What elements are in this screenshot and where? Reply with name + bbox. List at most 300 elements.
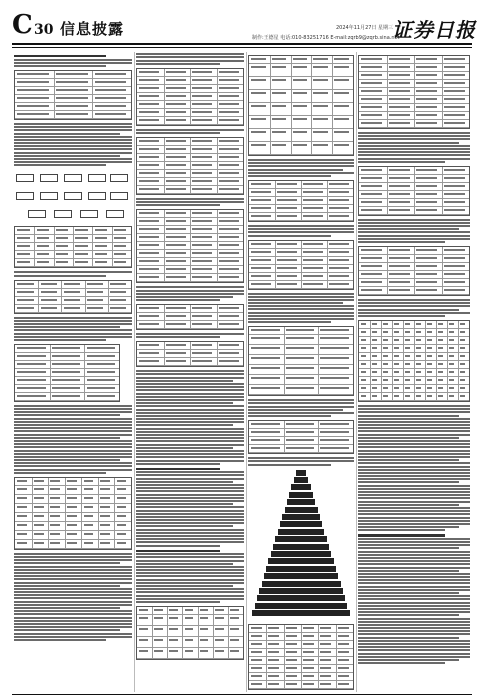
- table-cell: [405, 371, 409, 373]
- flow-diagram: [14, 170, 132, 222]
- table-cell: [192, 71, 212, 73]
- table-cell: [303, 191, 323, 193]
- table-cell: [338, 651, 349, 653]
- table-cell: [192, 307, 212, 309]
- text-line: [14, 62, 132, 64]
- table-cell: [416, 363, 420, 365]
- text-line: [358, 595, 470, 597]
- text-line: [14, 639, 106, 641]
- table-row: [249, 429, 353, 437]
- table-cell: [329, 191, 349, 193]
- table-cell: [17, 506, 27, 508]
- table-cell: [166, 344, 186, 346]
- section-number: 30: [34, 22, 54, 38]
- table-cell: [251, 58, 266, 60]
- text-line: [14, 411, 132, 413]
- text-line: [14, 597, 132, 599]
- text-line: [248, 169, 343, 171]
- table-cell: [17, 97, 49, 99]
- text-line: [136, 595, 244, 597]
- text-line: [136, 132, 220, 134]
- table-cell: [277, 251, 297, 253]
- text-line: [358, 408, 470, 410]
- table-cell: [50, 515, 60, 517]
- table-cell: [251, 144, 266, 146]
- text-line: [358, 551, 470, 553]
- table-cell: [192, 315, 212, 317]
- table-cell: [219, 95, 239, 97]
- table-cell: [286, 347, 314, 349]
- table-cell: [361, 379, 365, 381]
- table-cell: [64, 307, 80, 309]
- table-cell: [100, 533, 110, 535]
- table-cell: [272, 144, 287, 146]
- text-line: [358, 563, 470, 565]
- text-line: [358, 222, 470, 224]
- table-cell: [139, 228, 159, 230]
- data-table: [136, 137, 244, 195]
- table-cell: [383, 323, 387, 325]
- org-chart-node: [289, 492, 313, 498]
- table-cell: [95, 245, 107, 247]
- table-cell: [303, 207, 323, 209]
- text-line: [136, 393, 244, 395]
- table-cell: [100, 480, 110, 482]
- table-cell: [139, 111, 159, 113]
- table-cell: [117, 480, 127, 482]
- text-line: [358, 405, 470, 407]
- text-line: [358, 430, 470, 432]
- table-cell: [361, 371, 365, 373]
- text-line: [14, 617, 132, 619]
- table-cell: [154, 617, 163, 619]
- text-line: [248, 318, 354, 320]
- table-cell: [438, 395, 442, 397]
- table-cell: [303, 683, 314, 685]
- table-cell: [139, 95, 159, 97]
- table-cell: [117, 506, 127, 508]
- text-line: [358, 494, 470, 496]
- table-cell: [372, 323, 376, 325]
- text-line: [358, 589, 470, 591]
- table-row: [15, 369, 119, 377]
- table-cell: [320, 659, 331, 661]
- table-cell: [320, 447, 348, 449]
- text-line: [14, 572, 132, 574]
- text-line: [136, 389, 244, 391]
- table-cell: [17, 542, 27, 544]
- table-cell: [372, 371, 376, 373]
- text-line: [136, 386, 244, 388]
- table-cell: [139, 119, 159, 121]
- table-cell: [444, 82, 465, 84]
- org-chart-node: [273, 544, 329, 550]
- text-line: [14, 161, 132, 163]
- text-line: [136, 434, 244, 436]
- table-cell: [75, 261, 87, 263]
- table-cell: [87, 371, 115, 373]
- table-cell: [427, 331, 431, 333]
- text-line: [136, 579, 244, 581]
- text-line: [358, 582, 470, 584]
- flow-node: [106, 210, 124, 218]
- table-cell: [427, 347, 431, 349]
- table-cell: [372, 355, 376, 357]
- table-cell: [139, 79, 159, 81]
- text-line: [358, 135, 470, 137]
- text-line: [14, 271, 132, 273]
- table-cell: [303, 635, 314, 637]
- flow-node: [88, 192, 106, 200]
- text-line: [358, 462, 470, 464]
- text-line: [136, 506, 244, 508]
- newspaper-logo: 证券日报: [392, 18, 476, 42]
- table-row: [249, 116, 353, 129]
- text-line: [248, 299, 354, 301]
- text-line: [14, 601, 132, 603]
- table-cell: [449, 331, 453, 333]
- table-cell: [139, 609, 148, 611]
- data-table: [136, 68, 244, 126]
- table-cell: [268, 683, 279, 685]
- text-line: [358, 299, 470, 301]
- text-line: [136, 500, 244, 502]
- text-line: [358, 592, 459, 594]
- text-line: [358, 418, 470, 420]
- text-line: [358, 579, 470, 581]
- table-cell: [389, 265, 410, 267]
- table-cell: [293, 58, 308, 60]
- text-line: [136, 296, 233, 298]
- table-cell: [444, 265, 465, 267]
- text-line: [358, 475, 470, 477]
- table-cell: [139, 212, 159, 214]
- table-cell: [303, 243, 323, 245]
- text-line: [358, 315, 445, 317]
- table-cell: [277, 183, 297, 185]
- table-cell: [17, 497, 27, 499]
- table-row: [15, 297, 131, 305]
- text-line: [358, 437, 459, 439]
- org-chart-node: [271, 551, 332, 557]
- table-cell: [139, 188, 159, 190]
- text-line: [248, 464, 331, 466]
- table-cell: [405, 387, 409, 389]
- table-row: [15, 103, 131, 111]
- table-cell: [52, 395, 80, 397]
- table-cell: [251, 683, 262, 685]
- table-cell: [293, 79, 308, 81]
- data-table: [136, 209, 244, 283]
- text-line: [358, 148, 470, 150]
- table-cell: [230, 639, 239, 641]
- table-row: [249, 142, 353, 155]
- table-cell: [438, 387, 442, 389]
- table-cell: [166, 212, 186, 214]
- table-cell: [251, 118, 266, 120]
- text-line: [136, 447, 233, 449]
- column-divider: [246, 52, 247, 692]
- flow-node: [40, 192, 58, 200]
- table-cell: [251, 675, 262, 677]
- text-line: [358, 573, 470, 575]
- table-cell: [166, 172, 186, 174]
- table-cell: [320, 367, 348, 369]
- table-cell: [251, 439, 279, 441]
- text-line: [14, 559, 132, 561]
- table-cell: [416, 74, 437, 76]
- table-cell: [361, 122, 382, 124]
- table-cell: [405, 395, 409, 397]
- table-cell: [416, 90, 437, 92]
- table-cell: [416, 387, 420, 389]
- table-cell: [277, 191, 297, 193]
- table-cell: [251, 431, 279, 433]
- text-line: [136, 409, 244, 411]
- table-cell: [185, 628, 194, 630]
- table-cell: [95, 73, 127, 75]
- table-cell: [139, 71, 159, 73]
- table-cell: [389, 289, 410, 291]
- table-cell: [449, 347, 453, 349]
- text-line: [136, 437, 244, 439]
- org-chart-node: [255, 603, 348, 609]
- text-line: [136, 560, 244, 562]
- table-cell: [313, 144, 328, 146]
- text-line: [14, 562, 120, 564]
- table-cell: [416, 114, 437, 116]
- table-cell: [56, 113, 88, 115]
- table-cell: [416, 265, 437, 267]
- table-cell: [139, 148, 159, 150]
- data-table: [358, 55, 470, 129]
- table-cell: [320, 675, 331, 677]
- table-cell: [139, 617, 148, 619]
- table-cell: [444, 257, 465, 259]
- table-cell: [460, 379, 464, 381]
- table-cell: [320, 627, 331, 629]
- table-row: [249, 421, 353, 429]
- table-cell: [427, 363, 431, 365]
- table-cell: [251, 243, 271, 245]
- table-cell: [303, 627, 314, 629]
- table-cell: [449, 395, 453, 397]
- table-cell: [166, 360, 186, 362]
- table-cell: [17, 488, 27, 490]
- text-line: [136, 399, 244, 401]
- text-line: [358, 659, 459, 661]
- table-cell: [389, 169, 410, 171]
- text-line: [136, 525, 233, 527]
- table-cell: [192, 111, 212, 113]
- table-cell: [169, 628, 178, 630]
- table-cell: [192, 252, 212, 254]
- table-cell: [17, 237, 29, 239]
- org-chart-node: [278, 529, 325, 535]
- table-cell: [427, 323, 431, 325]
- table-cell: [361, 193, 382, 195]
- table-row: [15, 111, 131, 119]
- text-line: [358, 618, 470, 620]
- table-cell: [52, 387, 80, 389]
- table-cell: [219, 344, 239, 346]
- table-cell: [215, 639, 224, 641]
- table-cell: [100, 506, 110, 508]
- text-line: [136, 490, 244, 492]
- data-table: [136, 341, 244, 367]
- table-cell: [416, 201, 437, 203]
- text-line: [14, 142, 132, 144]
- table-cell: [37, 253, 49, 255]
- table-cell: [219, 140, 239, 142]
- text-line: [136, 601, 220, 603]
- table-cell: [383, 387, 387, 389]
- table-cell: [166, 95, 186, 97]
- table-cell: [117, 542, 127, 544]
- text-line: [358, 560, 470, 562]
- text-line: [136, 463, 220, 465]
- text-line: [14, 472, 106, 474]
- text-line: [358, 158, 470, 160]
- text-line: [248, 406, 354, 408]
- text-line: [14, 607, 120, 609]
- data-table: [358, 166, 470, 216]
- table-cell: [383, 379, 387, 381]
- table-row: [15, 79, 131, 87]
- text-line: [358, 646, 470, 648]
- column-1: [14, 52, 132, 692]
- table-cell: [251, 659, 262, 661]
- text-line: [136, 336, 220, 338]
- table-cell: [320, 439, 348, 441]
- table-cell: [41, 291, 57, 293]
- table-cell: [219, 119, 239, 121]
- table-cell: [84, 524, 94, 526]
- table-cell: [192, 212, 212, 214]
- table-cell: [219, 352, 239, 354]
- table-cell: [50, 506, 60, 508]
- text-line: [136, 53, 244, 55]
- table-cell: [293, 66, 308, 68]
- table-cell: [416, 66, 437, 68]
- table-cell: [320, 431, 348, 433]
- table-cell: [87, 355, 115, 357]
- text-line: [358, 488, 470, 490]
- table-cell: [185, 617, 194, 619]
- table-cell: [286, 683, 297, 685]
- table-cell: [251, 79, 266, 81]
- table-cell: [389, 98, 410, 100]
- table-cell: [460, 331, 464, 333]
- table-cell: [166, 188, 186, 190]
- table-row: [249, 365, 353, 375]
- text-line: [136, 566, 244, 568]
- table-cell: [95, 89, 127, 91]
- table-cell: [460, 387, 464, 389]
- text-line: [248, 293, 354, 295]
- text-line: [14, 633, 132, 635]
- table-cell: [139, 180, 159, 182]
- table-cell: [17, 379, 45, 381]
- table-cell: [219, 360, 239, 362]
- text-line: [136, 450, 244, 452]
- table-cell: [251, 667, 262, 669]
- text-line: [136, 299, 220, 301]
- table-cell: [361, 114, 382, 116]
- table-cell: [338, 659, 349, 661]
- text-line: [136, 293, 244, 295]
- table-cell: [185, 650, 194, 652]
- table-cell: [329, 275, 349, 277]
- flow-node: [64, 174, 82, 182]
- table-cell: [67, 524, 77, 526]
- text-line: [136, 487, 244, 489]
- table-cell: [41, 307, 57, 309]
- org-chart-node: [264, 573, 338, 579]
- table-cell: [192, 260, 212, 262]
- table-cell: [251, 643, 262, 645]
- table-cell: [427, 339, 431, 341]
- text-line: [136, 456, 244, 458]
- table-cell: [17, 387, 45, 389]
- text-line: [248, 162, 354, 164]
- table-cell: [17, 371, 45, 373]
- table-cell: [219, 228, 239, 230]
- table-cell: [320, 651, 331, 653]
- text-line: [358, 520, 470, 522]
- table-cell: [286, 651, 297, 653]
- table-cell: [286, 367, 314, 369]
- text-line: [136, 563, 233, 565]
- table-cell: [361, 106, 382, 108]
- table-cell: [17, 480, 27, 482]
- text-line: [248, 399, 354, 401]
- column-divider: [134, 52, 135, 692]
- table-cell: [416, 185, 437, 187]
- table-cell: [416, 273, 437, 275]
- text-line: [136, 538, 244, 540]
- table-cell: [117, 524, 127, 526]
- table-cell: [361, 249, 382, 251]
- table-cell: [251, 267, 271, 269]
- text-line: [14, 421, 132, 423]
- text-line: [136, 418, 244, 420]
- table-cell: [389, 185, 410, 187]
- table-cell: [219, 87, 239, 89]
- text-line: [248, 412, 354, 414]
- table-cell: [50, 480, 60, 482]
- table-cell: [100, 515, 110, 517]
- table-cell: [192, 188, 212, 190]
- table-cell: [251, 283, 271, 285]
- paragraph-heading: [136, 468, 220, 470]
- text-line: [14, 578, 132, 580]
- text-line: [248, 305, 354, 307]
- text-line: [248, 296, 354, 298]
- table-cell: [37, 237, 49, 239]
- table-cell: [219, 220, 239, 222]
- table-row: [15, 345, 119, 353]
- table-cell: [139, 268, 159, 270]
- table-cell: [64, 291, 80, 293]
- table-cell: [268, 651, 279, 653]
- table-cell: [100, 488, 110, 490]
- table-cell: [192, 140, 212, 142]
- text-line: [14, 459, 120, 461]
- section-title: 信息披露: [60, 20, 125, 38]
- text-line: [136, 444, 244, 446]
- text-line: [358, 446, 470, 448]
